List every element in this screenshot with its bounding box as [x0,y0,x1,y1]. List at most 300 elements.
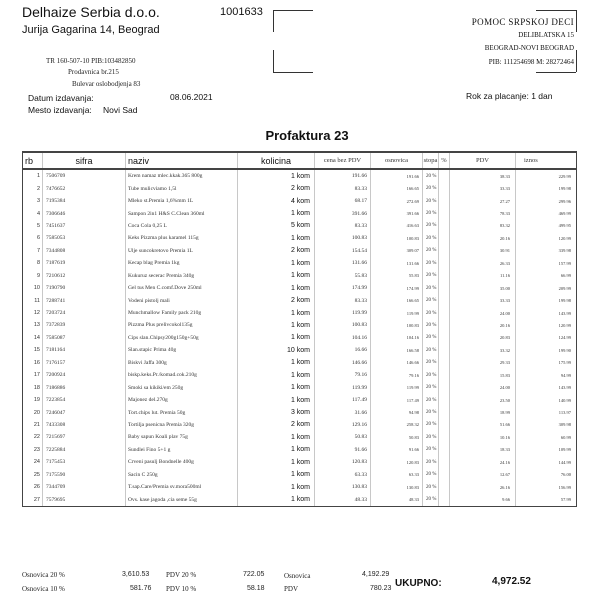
cell-pdv: 11.16 [450,270,516,282]
cell-empty [439,469,450,481]
cell-sifra: 7451637 [43,220,126,232]
table-row [23,307,577,319]
cell-empty [439,419,450,431]
issue-date-label: Datum izdavanja: [28,93,94,103]
table-row [23,207,577,219]
cell-osn: 391.66 [371,207,423,219]
seller-street: Bulevar oslobodjenja 83 [72,80,141,88]
cell-stopa: 20 % [423,319,439,331]
cell-rb: 14 [23,332,43,344]
table-row [23,319,577,331]
cell-kol: 5 kom [238,220,315,232]
frame-corner-top-right-h [536,10,576,11]
cell-cena: 129.16 [315,419,371,431]
frame-corner-top-left-h [273,10,313,11]
table-row [23,406,577,418]
cell-stopa: 20 % [423,381,439,393]
cell-stopa: 20 % [423,232,439,244]
cell-osn: 120.83 [371,456,423,468]
vat-10-label: PDV 10 % [166,585,197,593]
cell-kol: 10 kom [238,344,315,356]
cell-pdv: 12.67 [450,469,516,481]
cell-pdv: 9.66 [450,493,516,506]
cell-empty [439,169,450,182]
cell-naziv: Keks Pizzma plus karamel 115g [126,232,238,244]
cell-stopa: 20 % [423,394,439,406]
cell-izn: 113.97 [516,406,577,418]
cell-kol: 1 kom [238,232,315,244]
cell-stopa: 20 % [423,182,439,194]
cell-stopa: 20 % [423,444,439,456]
cell-cena: 191.66 [315,169,371,182]
frame-corner-bottom-left-h [273,50,313,73]
col-header-kolicina: kolicina [238,152,315,169]
cell-empty [439,493,450,506]
cell-cena: 100.83 [315,319,371,331]
cell-kol: 1 kom [238,431,315,443]
col-header-naziv: naziv [126,152,238,169]
cell-osn: 272.69 [371,195,423,207]
base-10-label: Osnovica 10 % [22,585,65,593]
cell-sifra: 7585087 [43,332,126,344]
cell-empty [439,431,450,443]
cell-rb: 6 [23,232,43,244]
cell-cena: 100.83 [315,232,371,244]
cell-osn: 100.83 [371,319,423,331]
cell-osn: 79.16 [371,369,423,381]
cell-osn: 166.65 [371,182,423,194]
cell-empty [439,319,450,331]
cell-empty [439,394,450,406]
cell-empty [439,456,450,468]
buyer-name: POMOC SRPSKOJ DECI [471,17,574,27]
cell-izn: 199.90 [516,344,577,356]
cell-empty [439,195,450,207]
cell-izn: 120.99 [516,232,577,244]
cell-naziv: Tort.chips lut. Premia 50g [126,406,238,418]
cell-kol: 1 kom [238,469,315,481]
cell-pdv: 83.32 [450,220,516,232]
cell-naziv: Sacin C 250g [126,469,238,481]
cell-kol: 4 kom [238,195,315,207]
cell-naziv: Kecap blag Premia 1kg [126,257,238,269]
cell-sifra: 7344709 [43,481,126,493]
cell-cena: 91.66 [315,444,371,456]
cell-stopa: 20 % [423,456,439,468]
cell-izn: 175.99 [516,357,577,369]
seller-store: Prodavnica br.215 [68,68,119,76]
cell-izn: 66.99 [516,270,577,282]
cell-kol: 1 kom [238,282,315,294]
total-base-label: Osnovica [284,572,311,580]
cell-pdv: 26.33 [450,257,516,269]
table-row [23,257,577,269]
cell-rb: 23 [23,444,43,456]
col-header-iznos: iznos [516,152,577,169]
cell-naziv: Sundlei Fino 5+1 g [126,444,238,456]
cell-stopa: 20 % [423,406,439,418]
cell-izn: 229.99 [516,169,577,182]
total-base-value: 4,192.29 [362,571,390,578]
cell-rb: 18 [23,381,43,393]
cell-empty [439,282,450,294]
cell-izn: 209.99 [516,282,577,294]
table-header-row [23,152,577,169]
cell-osn: 166.58 [371,344,423,356]
cell-sifra: 7579695 [43,493,126,506]
cell-rb: 13 [23,319,43,331]
cell-izn: 94.99 [516,369,577,381]
cell-osn: 50.83 [371,431,423,443]
cell-osn: 191.66 [371,169,423,182]
seller-tr-pib: TR 160-507-10 PIB:103482850 [46,57,136,65]
cell-naziv: Ulje suncokretovo Premia 1L [126,245,238,257]
vat-10-value: 58.18 [247,585,265,592]
cell-rb: 24 [23,456,43,468]
cell-stopa: 20 % [423,270,439,282]
cell-naziv: Ovs. kase jagoda ,cia seme 55g [126,493,238,506]
cell-stopa: 20 % [423,493,439,506]
cell-naziv: Majonez del.270g [126,394,238,406]
cell-naziv: Kukuruz secerac Premia 340g [126,270,238,282]
cell-stopa: 20 % [423,207,439,219]
cell-osn: 130.83 [371,481,423,493]
cell-osn: 309.07 [371,245,423,257]
cell-cena: 154.54 [315,245,371,257]
table-row [23,431,577,443]
cell-empty [439,381,450,393]
cell-sifra: 7306646 [43,207,126,219]
cell-sifra: 7175590 [43,469,126,481]
cell-sifra: 7210612 [43,270,126,282]
cell-izn: 299.96 [516,195,577,207]
table-row [23,282,577,294]
cell-naziv: Coca Cola 0,25 L [126,220,238,232]
cell-rb: 12 [23,307,43,319]
cell-naziv: Biskvi Jaffa 300g [126,357,238,369]
buyer-city: BEOGRAD-NOVI BEOGRAD [484,44,574,52]
cell-sifra: 7187619 [43,257,126,269]
cell-stopa: 20 % [423,195,439,207]
cell-rb: 5 [23,220,43,232]
cell-izn: 76.00 [516,469,577,481]
cell-osn: 104.16 [371,332,423,344]
cell-sifra: 7190790 [43,282,126,294]
col-header-osnovica: osnovica [371,152,423,169]
cell-izn: 143.99 [516,381,577,393]
cell-kol: 1 kom [238,481,315,493]
grand-total-value: 4,972.52 [492,576,531,587]
cell-cena: 31.66 [315,406,371,418]
cell-osn: 166.65 [371,294,423,306]
cell-kol: 2 kom [238,294,315,306]
total-vat-label: PDV [284,585,299,593]
document-title: Profaktura 23 [265,128,349,143]
cell-rb: 19 [23,394,43,406]
cell-cena: 50.83 [315,431,371,443]
cell-cena: 55.83 [315,270,371,282]
cell-osn: 131.66 [371,257,423,269]
cell-stopa: 20 % [423,481,439,493]
cell-sifra: 7176157 [43,357,126,369]
table-row [23,469,577,481]
cell-pdv: 20.16 [450,319,516,331]
cell-naziv: Slan.stapic Prima 40g [126,344,238,356]
cell-naziv: Sampon 2in1 H&S C.Clean 360ml [126,207,238,219]
cell-cena: 146.66 [315,357,371,369]
table-row [23,232,577,244]
cell-izn: 309.98 [516,419,577,431]
cell-stopa: 20 % [423,431,439,443]
cell-sifra: 7223854 [43,394,126,406]
cell-osn: 94.98 [371,406,423,418]
col-header-pct: % [439,152,450,169]
cell-osn: 146.66 [371,357,423,369]
cell-kol: 1 kom [238,381,315,393]
cell-rb: 4 [23,207,43,219]
cell-kol: 2 kom [238,419,315,431]
cell-sifra: 7433308 [43,419,126,431]
cell-rb: 1 [23,169,43,182]
base-20-label: Osnovica 20 % [22,571,65,579]
cell-rb: 17 [23,369,43,381]
cell-osn: 91.66 [371,444,423,456]
cell-empty [439,444,450,456]
cell-stopa: 20 % [423,220,439,232]
cell-pdv: 30.91 [450,245,516,257]
cell-stopa: 20 % [423,257,439,269]
cell-cena: 130.83 [315,481,371,493]
issue-date-value: 08.06.2021 [170,92,213,102]
cell-cena: 68.17 [315,195,371,207]
cell-izn: 199.98 [516,182,577,194]
cell-stopa: 20 % [423,344,439,356]
cell-sifra: 7585053 [43,232,126,244]
cell-pdv: 20.83 [450,332,516,344]
cell-izn: 140.99 [516,394,577,406]
cell-izn: 143.99 [516,307,577,319]
cell-cena: 79.16 [315,369,371,381]
cell-empty [439,357,450,369]
cell-stopa: 20 % [423,357,439,369]
col-header-sifra: sifra [43,152,126,169]
cell-pdv: 38.33 [450,169,516,182]
cell-cena: 119.99 [315,381,371,393]
cell-rb: 7 [23,245,43,257]
cell-izn: 157.99 [516,257,577,269]
cell-sifra: 7506709 [43,169,126,182]
table-row [23,456,577,468]
cell-rb: 20 [23,406,43,418]
cell-naziv: Baby sapun Koali plav 75g [126,431,238,443]
cell-sifra: 7181164 [43,344,126,356]
cell-sifra: 7203724 [43,307,126,319]
cell-izn: 124.99 [516,332,577,344]
cell-osn: 258.32 [371,419,423,431]
cell-pdv: 78.33 [450,207,516,219]
cell-pdv: 33.33 [450,182,516,194]
cell-empty [439,406,450,418]
table-row [23,481,577,493]
base-20-value: 3,610.53 [122,571,150,578]
cell-empty [439,232,450,244]
cell-pdv: 15.83 [450,369,516,381]
cell-pdv: 10.16 [450,431,516,443]
frame-corner-top-left [273,10,274,32]
cell-kol: 2 kom [238,245,315,257]
payment-due: Rok za placanje: 1 dan [466,91,553,101]
cell-rb: 8 [23,257,43,269]
cell-kol: 1 kom [238,257,315,269]
cell-cena: 83.33 [315,294,371,306]
cell-pdv: 33.33 [450,294,516,306]
cell-osn: 55.83 [371,270,423,282]
cell-naziv: Crveni pasulj Bondnelle 400g [126,456,238,468]
cell-rb: 11 [23,294,43,306]
cell-naziv: Krem namaz mlec.kkak.365 800g [126,169,238,182]
table-row [23,220,577,232]
col-header-rb: rb [23,152,43,169]
cell-sifra: 7372839 [43,319,126,331]
cell-osn: 119.99 [371,307,423,319]
cell-empty [439,182,450,194]
cell-osn: 63.33 [371,469,423,481]
cell-cena: 83.33 [315,220,371,232]
items-body [23,169,577,506]
seller-name: Delhaize Serbia d.o.o. [22,4,160,20]
cell-pdv: 18.99 [450,406,516,418]
table-row [23,419,577,431]
cell-pdv: 24.00 [450,307,516,319]
cell-stopa: 20 % [423,419,439,431]
cell-osn: 416.63 [371,220,423,232]
cell-sifra: 7225884 [43,444,126,456]
cell-kol: 1 kom [238,319,315,331]
cell-osn: 174.99 [371,282,423,294]
grand-total-label: UKUPNO: [395,578,442,589]
cell-pdv: 23.50 [450,394,516,406]
cell-kol: 1 kom [238,456,315,468]
cell-pdv: 27.27 [450,195,516,207]
cell-osn: 48.33 [371,493,423,506]
cell-stopa: 20 % [423,469,439,481]
cell-rb: 10 [23,282,43,294]
cell-cena: 119.99 [315,307,371,319]
cell-kol: 1 kom [238,207,315,219]
cell-pdv: 35.00 [450,282,516,294]
cell-izn: 57.99 [516,493,577,506]
cell-kol: 1 kom [238,444,315,456]
cell-pdv: 26.16 [450,481,516,493]
cell-kol: 1 kom [238,357,315,369]
cell-sifra: 7200924 [43,369,126,381]
cell-kol: 1 kom [238,307,315,319]
cell-kol: 2 kom [238,182,315,194]
issue-place-label: Mesto izdavanja: [28,105,92,115]
cell-naziv: Pizzma Plus prelivcokol135g [126,319,238,331]
cell-osn: 100.83 [371,232,423,244]
cell-cena: 83.33 [315,182,371,194]
cell-empty [439,481,450,493]
cell-kol: 1 kom [238,169,315,182]
cell-pdv: 18.33 [450,444,516,456]
table-row [23,381,577,393]
table-row [23,444,577,456]
cell-sifra: 7186886 [43,381,126,393]
cell-sifra: 7344808 [43,245,126,257]
cell-pdv: 29.33 [450,357,516,369]
cell-osn: 117.49 [371,394,423,406]
cell-rb: 16 [23,357,43,369]
cell-naziv: Mleko st.Premia 1,6%mm 1L [126,195,238,207]
cell-naziv: T.sap.Care/Premia sv.mora500ml [126,481,238,493]
cell-naziv: Tortilja psenicna Premia 320g [126,419,238,431]
cell-stopa: 20 % [423,245,439,257]
cell-empty [439,332,450,344]
cell-sifra: 7476652 [43,182,126,194]
cell-izn: 469.99 [516,207,577,219]
issue-place-value: Novi Sad [103,105,138,115]
cell-pdv: 20.16 [450,232,516,244]
cell-naziv: Tube mulicviamo 1,5l [126,182,238,194]
cell-sifra: 7246047 [43,406,126,418]
table-row [23,332,577,344]
cell-empty [439,307,450,319]
cell-cena: 174.99 [315,282,371,294]
table-row [23,394,577,406]
col-header-pdv: PDV [450,152,516,169]
cell-rb: 2 [23,182,43,194]
cell-izn: 60.99 [516,431,577,443]
cell-empty [439,369,450,381]
cell-sifra: 7215697 [43,431,126,443]
table-row [23,369,577,381]
cell-cena: 16.66 [315,344,371,356]
cell-rb: 21 [23,419,43,431]
cell-rb: 22 [23,431,43,443]
cell-stopa: 20 % [423,282,439,294]
cell-empty [439,294,450,306]
seller-address: Jurija Gagarina 14, Beograd [22,24,160,36]
cell-sifra: 7195384 [43,195,126,207]
cell-izn: 339.98 [516,245,577,257]
cell-cena: 391.66 [315,207,371,219]
cell-naziv: Gel tus Men C.comf.Dove 250ml [126,282,238,294]
cell-cena: 117.49 [315,394,371,406]
cell-stopa: 20 % [423,332,439,344]
cell-cena: 48.33 [315,493,371,506]
cell-kol: 1 kom [238,332,315,344]
cell-kol: 1 kom [238,493,315,506]
cell-cena: 131.66 [315,257,371,269]
cell-izn: 199.98 [516,294,577,306]
cell-stopa: 20 % [423,169,439,182]
cell-cena: 120.83 [315,456,371,468]
cell-kol: 1 kom [238,394,315,406]
cell-izn: 499.95 [516,220,577,232]
cell-empty [439,257,450,269]
total-vat-value: 780.23 [370,585,392,592]
cell-osn: 119.99 [371,381,423,393]
buyer-pib: PIB: 111254698 M: 28272464 [488,58,574,66]
cell-izn: 120.99 [516,319,577,331]
cell-sifra: 7175453 [43,456,126,468]
cell-izn: 109.99 [516,444,577,456]
cell-cena: 63.33 [315,469,371,481]
table-row [23,493,577,506]
cell-rb: 9 [23,270,43,282]
table-row [23,169,577,182]
